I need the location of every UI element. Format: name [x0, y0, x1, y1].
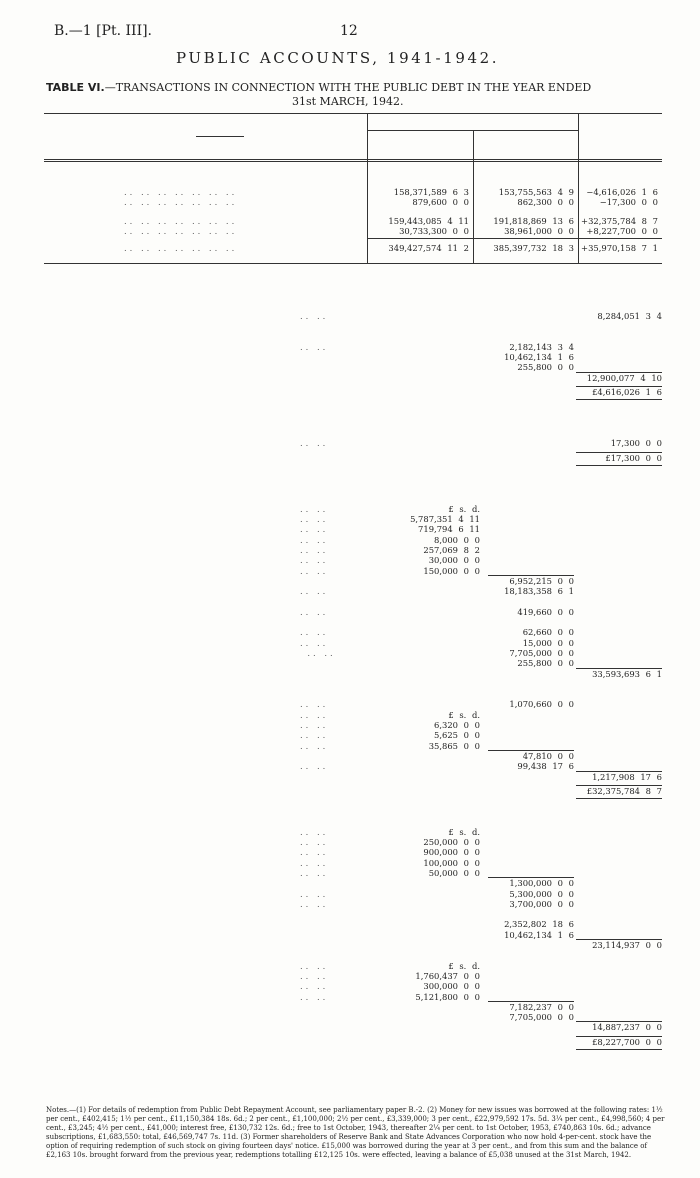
detail-amount-col3: £4,616,026 1 6 [592, 387, 662, 397]
summary-cell-change: +8,227,700 0 0 [586, 226, 658, 236]
total-underline [576, 399, 662, 400]
summary-cell-1941: 349,427,574 11 2 [388, 243, 469, 253]
leader-dots: .. .. [300, 761, 329, 772]
leader-dots: .. .. [300, 637, 329, 648]
detail-amount-col1: 900,000 0 0 [423, 847, 480, 858]
leader-dots: .. .. [300, 514, 329, 524]
detail-amount-col2: 10,462,134 1 6 [504, 929, 574, 940]
leader-dots: .. .. .. .. .. .. .. [124, 216, 238, 226]
summary-header-rule [44, 159, 662, 160]
summary-cell-change: +35,970,158 7 1 [581, 243, 658, 253]
leader-dots: .. .. [300, 730, 329, 741]
detail-amount-col3: 8,284,051 3 4 [597, 310, 662, 321]
leader-dots: .. .. [300, 837, 329, 847]
detail-amount-col1: 8,000 0 0 [434, 534, 480, 545]
detail-amount-col1: £ s. d. [448, 826, 480, 837]
table-title-label: TABLE VI. [46, 81, 105, 94]
detail-amount-col1: 250,000 0 0 [423, 837, 480, 847]
leader-dots: .. .. .. .. .. .. .. [124, 197, 238, 207]
detail-amount-col2: 255,800 0 0 [517, 658, 574, 669]
detail-amount-col2: 18,183,358 6 1 [504, 586, 574, 597]
detail-amount-col1: 5,787,351 4 11 [410, 514, 480, 524]
leader-dots: .. .. [300, 867, 329, 878]
total-underline [576, 798, 662, 799]
summary-cell-1941: 158,371,589 6 3 [393, 187, 469, 197]
detail-amount-col1: 719,794 6 11 [418, 524, 480, 535]
leader-dots: .. .. [300, 627, 329, 638]
leader-dots: .. .. [300, 826, 329, 837]
total-underline [576, 465, 662, 466]
leader-dots: .. .. [300, 503, 329, 514]
detail-amount-col1: 5,625 0 0 [434, 730, 480, 741]
detail-amount-col1: 257,069 8 2 [423, 544, 480, 555]
leader-dots: .. .. [300, 341, 329, 352]
detail-amount-col2: 1,300,000 0 0 [509, 878, 574, 889]
detail-amount-col1: £ s. d. [448, 960, 480, 971]
detail-amount-col2: 6,952,215 0 0 [509, 575, 574, 586]
summary-bottom-rule [44, 263, 662, 264]
leader-dots: .. .. [300, 960, 329, 971]
summary-cell-change: −4,616,026 1 6 [586, 187, 658, 197]
summary-cell-1942: 385,397,732 18 3 [493, 243, 574, 253]
leader-dots: .. .. [300, 740, 329, 751]
detail-amount-col3: 17,300 0 0 [610, 438, 662, 449]
leader-dots: .. .. [300, 565, 329, 576]
detail-amount-col3: £17,300 0 0 [605, 452, 662, 463]
leader-dots: .. .. [300, 586, 329, 597]
detail-amount-col1: 5,121,800 0 0 [415, 991, 480, 1002]
detail-amount-col1: 1,760,437 0 0 [415, 970, 480, 981]
detail-amount-col1: 100,000 0 0 [423, 857, 480, 868]
footnotes: Notes.—(1) For details of redemption from Public Debt Repayment Account, see parliamentary paper B.-2. (2) Money for new issues was borrowed at the following rates: 1½ per cent., £402,415; 1½ per cent., £11,150,384 18s. 6d.; 2 per cent., £1,100,000; 2½ per cent., £3,339,000; 3 per cent., £22,979,592 17s. 5d. 3¼ per cent., £4,998,560; 4 per cent., £3,245; 4½ per cent., £41,000; interest free, £130,732 12s. 6d.; free to 1st October, 1943, thereafter 2¼ per cent. to 1st October, 1953, £740,863 10s. 6d.; advance subscriptions, £1,683,550: total, £46,569,747 7s. 11d. (3) Former shareholders of Reserve Bank and State Advances Corporation who now hold 4-per-cent. stock have the option of requiring redemption of such stock on giving fourteen days' notice. £15,000 was borrowed during the year at 3 per cent., and from this sum and the balance of £2,163 10s. brought forward from the previous year, redemptions totalling £12,125 10s. were effected, leaving a balance of £5,038 unused at the 31st March, 1942. [46, 1106, 665, 1159]
leader-dots: .. .. [300, 524, 329, 535]
summary-cell-1941: 879,600 0 0 [412, 197, 469, 207]
page-header-ref: B.—1 [Pt. III]. [54, 23, 153, 39]
detail-amount-col1: 35,865 0 0 [428, 740, 480, 751]
table-title-line2: 31st MARCH, 1942. [292, 95, 404, 108]
leader-dots: .. .. [307, 647, 336, 658]
detail-amount-col2: 7,705,000 0 0 [509, 1012, 574, 1023]
table-title [46, 82, 591, 93]
detail-amount-col1: 150,000 0 0 [423, 565, 480, 576]
summary-cell-1942: 38,961,000 0 0 [504, 226, 574, 236]
summary-total-rule [367, 238, 662, 239]
detail-amount-col1: 50,000 0 0 [428, 867, 480, 878]
leader-dots: .. .. [300, 709, 329, 720]
leader-dots: .. .. [300, 898, 329, 909]
summary-cell-1942: 862,300 0 0 [517, 197, 574, 207]
detail-amount-col3: 33,593,693 6 1 [592, 668, 662, 679]
leader-dots: .. .. [300, 534, 329, 545]
detail-amount-col2: 15,000 0 0 [522, 637, 574, 648]
leader-dots: .. .. [300, 970, 329, 981]
leader-dots: .. .. [300, 555, 329, 566]
summary-cell-1941: 30,733,300 0 0 [399, 226, 469, 236]
detail-amount-col2: 255,800 0 0 [517, 362, 574, 373]
leader-dots: .. .. [300, 699, 329, 710]
leader-dots: .. .. [300, 544, 329, 555]
detail-amount-col2: 2,182,143 3 4 [509, 341, 574, 352]
summary-cell-change: +32,375,784 8 7 [581, 216, 658, 226]
detail-amount-col3: 14,887,237 0 0 [592, 1022, 662, 1033]
detail-amount-col2: 62,660 0 0 [522, 627, 574, 638]
leader-dots: .. .. .. .. .. .. .. [124, 226, 238, 236]
detail-amount-col2: 5,300,000 0 0 [509, 888, 574, 899]
summary-sub-rule [367, 130, 578, 131]
main-title: PUBLIC ACCOUNTS, 1941-1942. [176, 49, 500, 67]
total-underline [576, 1049, 662, 1050]
leader-dots: .. .. [300, 310, 329, 321]
leader-dots: .. .. [300, 991, 329, 1002]
leader-dots: .. .. [300, 857, 329, 868]
detail-amount-col2: 47,810 0 0 [522, 750, 574, 761]
summary-header-rule2 [44, 161, 662, 162]
leader-dots: .. .. [300, 438, 329, 449]
detail-amount-col3: £8,227,700 0 0 [592, 1036, 662, 1047]
detail-amount-col3: £32,375,784 8 7 [586, 785, 662, 796]
summary-stub-dash [196, 136, 244, 137]
detail-amount-col3: 1,217,908 17 6 [592, 771, 662, 782]
summary-top-rule [44, 113, 662, 114]
detail-amount-col1: £ s. d. [448, 503, 480, 514]
detail-amount-col2: 3,700,000 0 0 [509, 898, 574, 909]
summary-cell-1941: 159,443,085 4 11 [388, 216, 469, 226]
detail-amount-col1: 300,000 0 0 [423, 981, 480, 992]
detail-amount-col1: 6,320 0 0 [434, 720, 480, 730]
leader-dots: .. .. [300, 606, 329, 617]
detail-amount-col3: 12,900,077 4 10 [586, 372, 662, 383]
summary-cell-change: −17,300 0 0 [599, 197, 658, 207]
detail-amount-col2: 419,660 0 0 [517, 606, 574, 617]
detail-amount-col2: 7,182,237 0 0 [509, 1001, 574, 1012]
page-number: 12 [340, 23, 358, 39]
detail-amount-col2: 1,070,660 0 0 [509, 699, 574, 710]
detail-amount-col2: 10,462,134 1 6 [504, 352, 574, 363]
detail-amount-col1: £ s. d. [448, 709, 480, 720]
detail-amount-col3: 23,114,937 0 0 [592, 940, 662, 950]
summary-cell-1942: 191,818,869 13 6 [493, 216, 574, 226]
detail-amount-col1: 30,000 0 0 [428, 555, 480, 566]
table-title-text: —TRANSACTIONS IN CONNECTION WITH THE PUBLIC DEBT IN THE YEAR ENDED [104, 81, 592, 94]
leader-dots: .. .. [300, 847, 329, 858]
leader-dots: .. .. .. .. .. .. .. [124, 187, 238, 197]
leader-dots: .. .. [300, 981, 329, 992]
leader-dots: .. .. .. .. .. .. .. [124, 243, 238, 253]
detail-amount-col2: 7,705,000 0 0 [509, 647, 574, 658]
leader-dots: .. .. [300, 720, 329, 730]
detail-amount-col2: 2,352,802 18 6 [504, 919, 574, 930]
summary-cell-1942: 153,755,563 4 9 [498, 187, 574, 197]
leader-dots: .. .. [300, 888, 329, 899]
detail-amount-col2: 99,438 17 6 [517, 761, 574, 772]
